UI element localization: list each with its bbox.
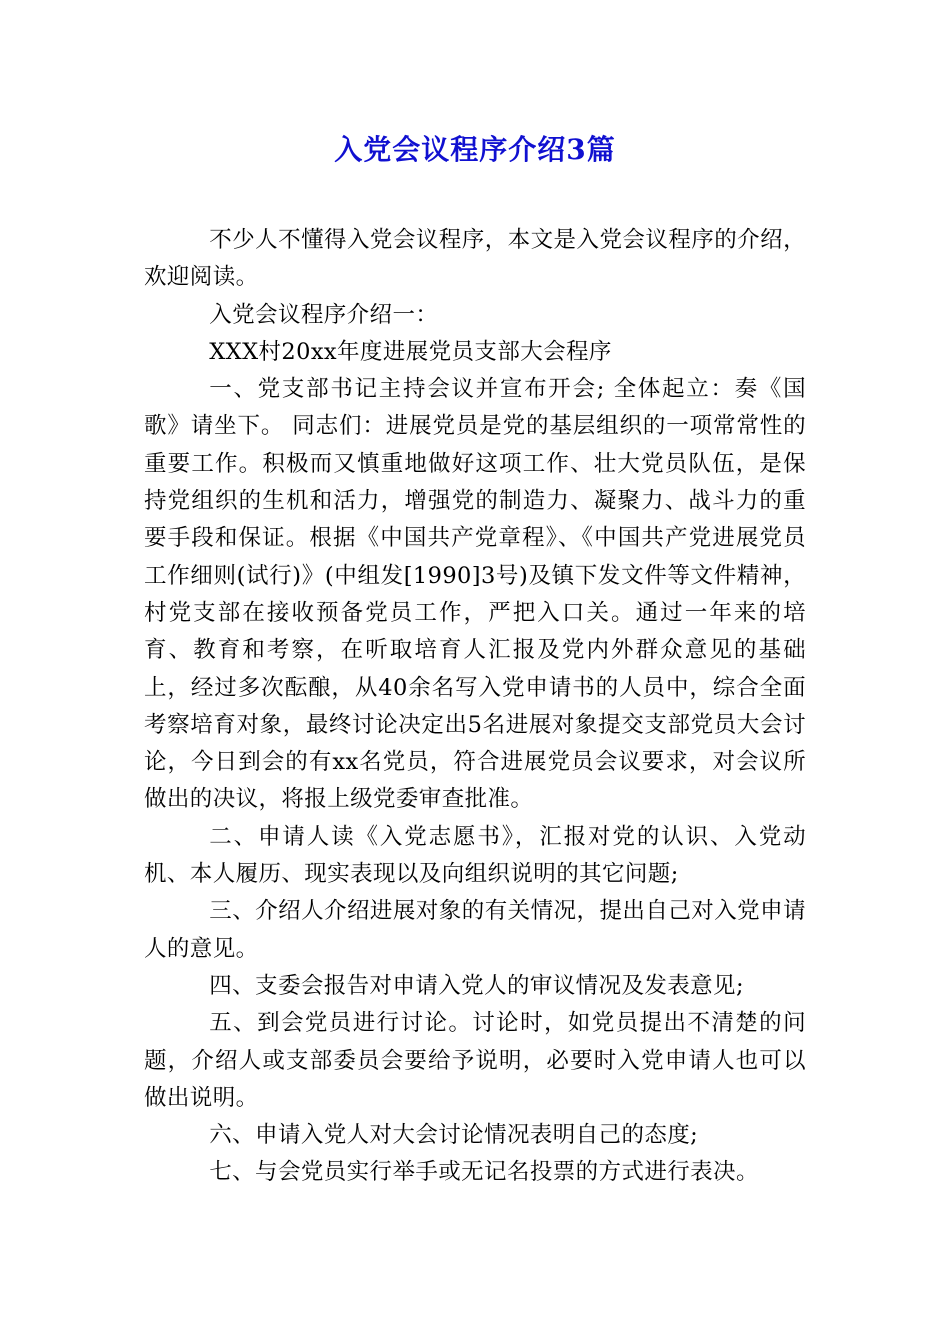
paragraph-step-4: 四、支委会报告对申请入党人的审议情况及发表意见; [209, 972, 744, 999]
paragraph-step-1: 一、党支部书记主持会议并宣布开会; 全体起立：奏《国歌》请坐下。 同志们：进展党员是党的基层组织的一项常常性的重要工作。积极而又慎重地做好这项工作、壮大党员队伍，是保持党组织的生机和活力，增强党的制造力、凝聚力、战斗力的重要手段和保证。根据《中国共产党章程》、《中国共产党进展党员工作细则(试行)》(中组发[1990]3号)及镇下发文件等文件精神，村党支部在接收预备党员工作，严把入口关。通过一年来的培育、教育和考察，在听取培育人汇报及党内外群众意见的基础上，经过多次酝酿，从40余名写入党申请书的人员中，综合全面考察培育对象，最终讨论决定出5名进展对象提交支部党员大会讨论，今日到会的有xx名党员，符合进展党员会议要求，对会议所做出的决议，将报上级党委审查批准。 [144, 376, 806, 813]
paragraph-section-heading: 入党会议程序介绍一： [209, 301, 439, 328]
paragraph-step-5: 五、到会党员进行讨论。讨论时，如党员提出不清楚的问题，介绍人或支部委员会要给予说明，必要时入党申请人也可以做出说明。 [144, 1010, 806, 1111]
document-title: 入党会议程序介绍3篇 [334, 133, 616, 166]
paragraph-step-3: 三、介绍人介绍进展对象的有关情况，提出自己对入党申请人的意见。 [144, 898, 806, 962]
paragraph-step-6: 六、申请入党人对大会讨论情况表明自己的态度; [209, 1122, 699, 1149]
paragraph-step-7: 七、与会党员实行举手或无记名投票的方式进行表决。 [209, 1159, 759, 1186]
document-body [144, 222, 806, 1192]
paragraph-program-title: XXX村20xx年度进展党员支部大会程序 [209, 338, 612, 365]
paragraph-step-2: 二、申请人读《入党志愿书》，汇报对党的认识、入党动机、本人履历、现实表现以及向组织说明的其它问题; [144, 823, 806, 888]
paragraph-intro: 不少人不懂得入党会议程序，本文是入党会议程序的介绍，欢迎阅读。 [144, 227, 806, 291]
